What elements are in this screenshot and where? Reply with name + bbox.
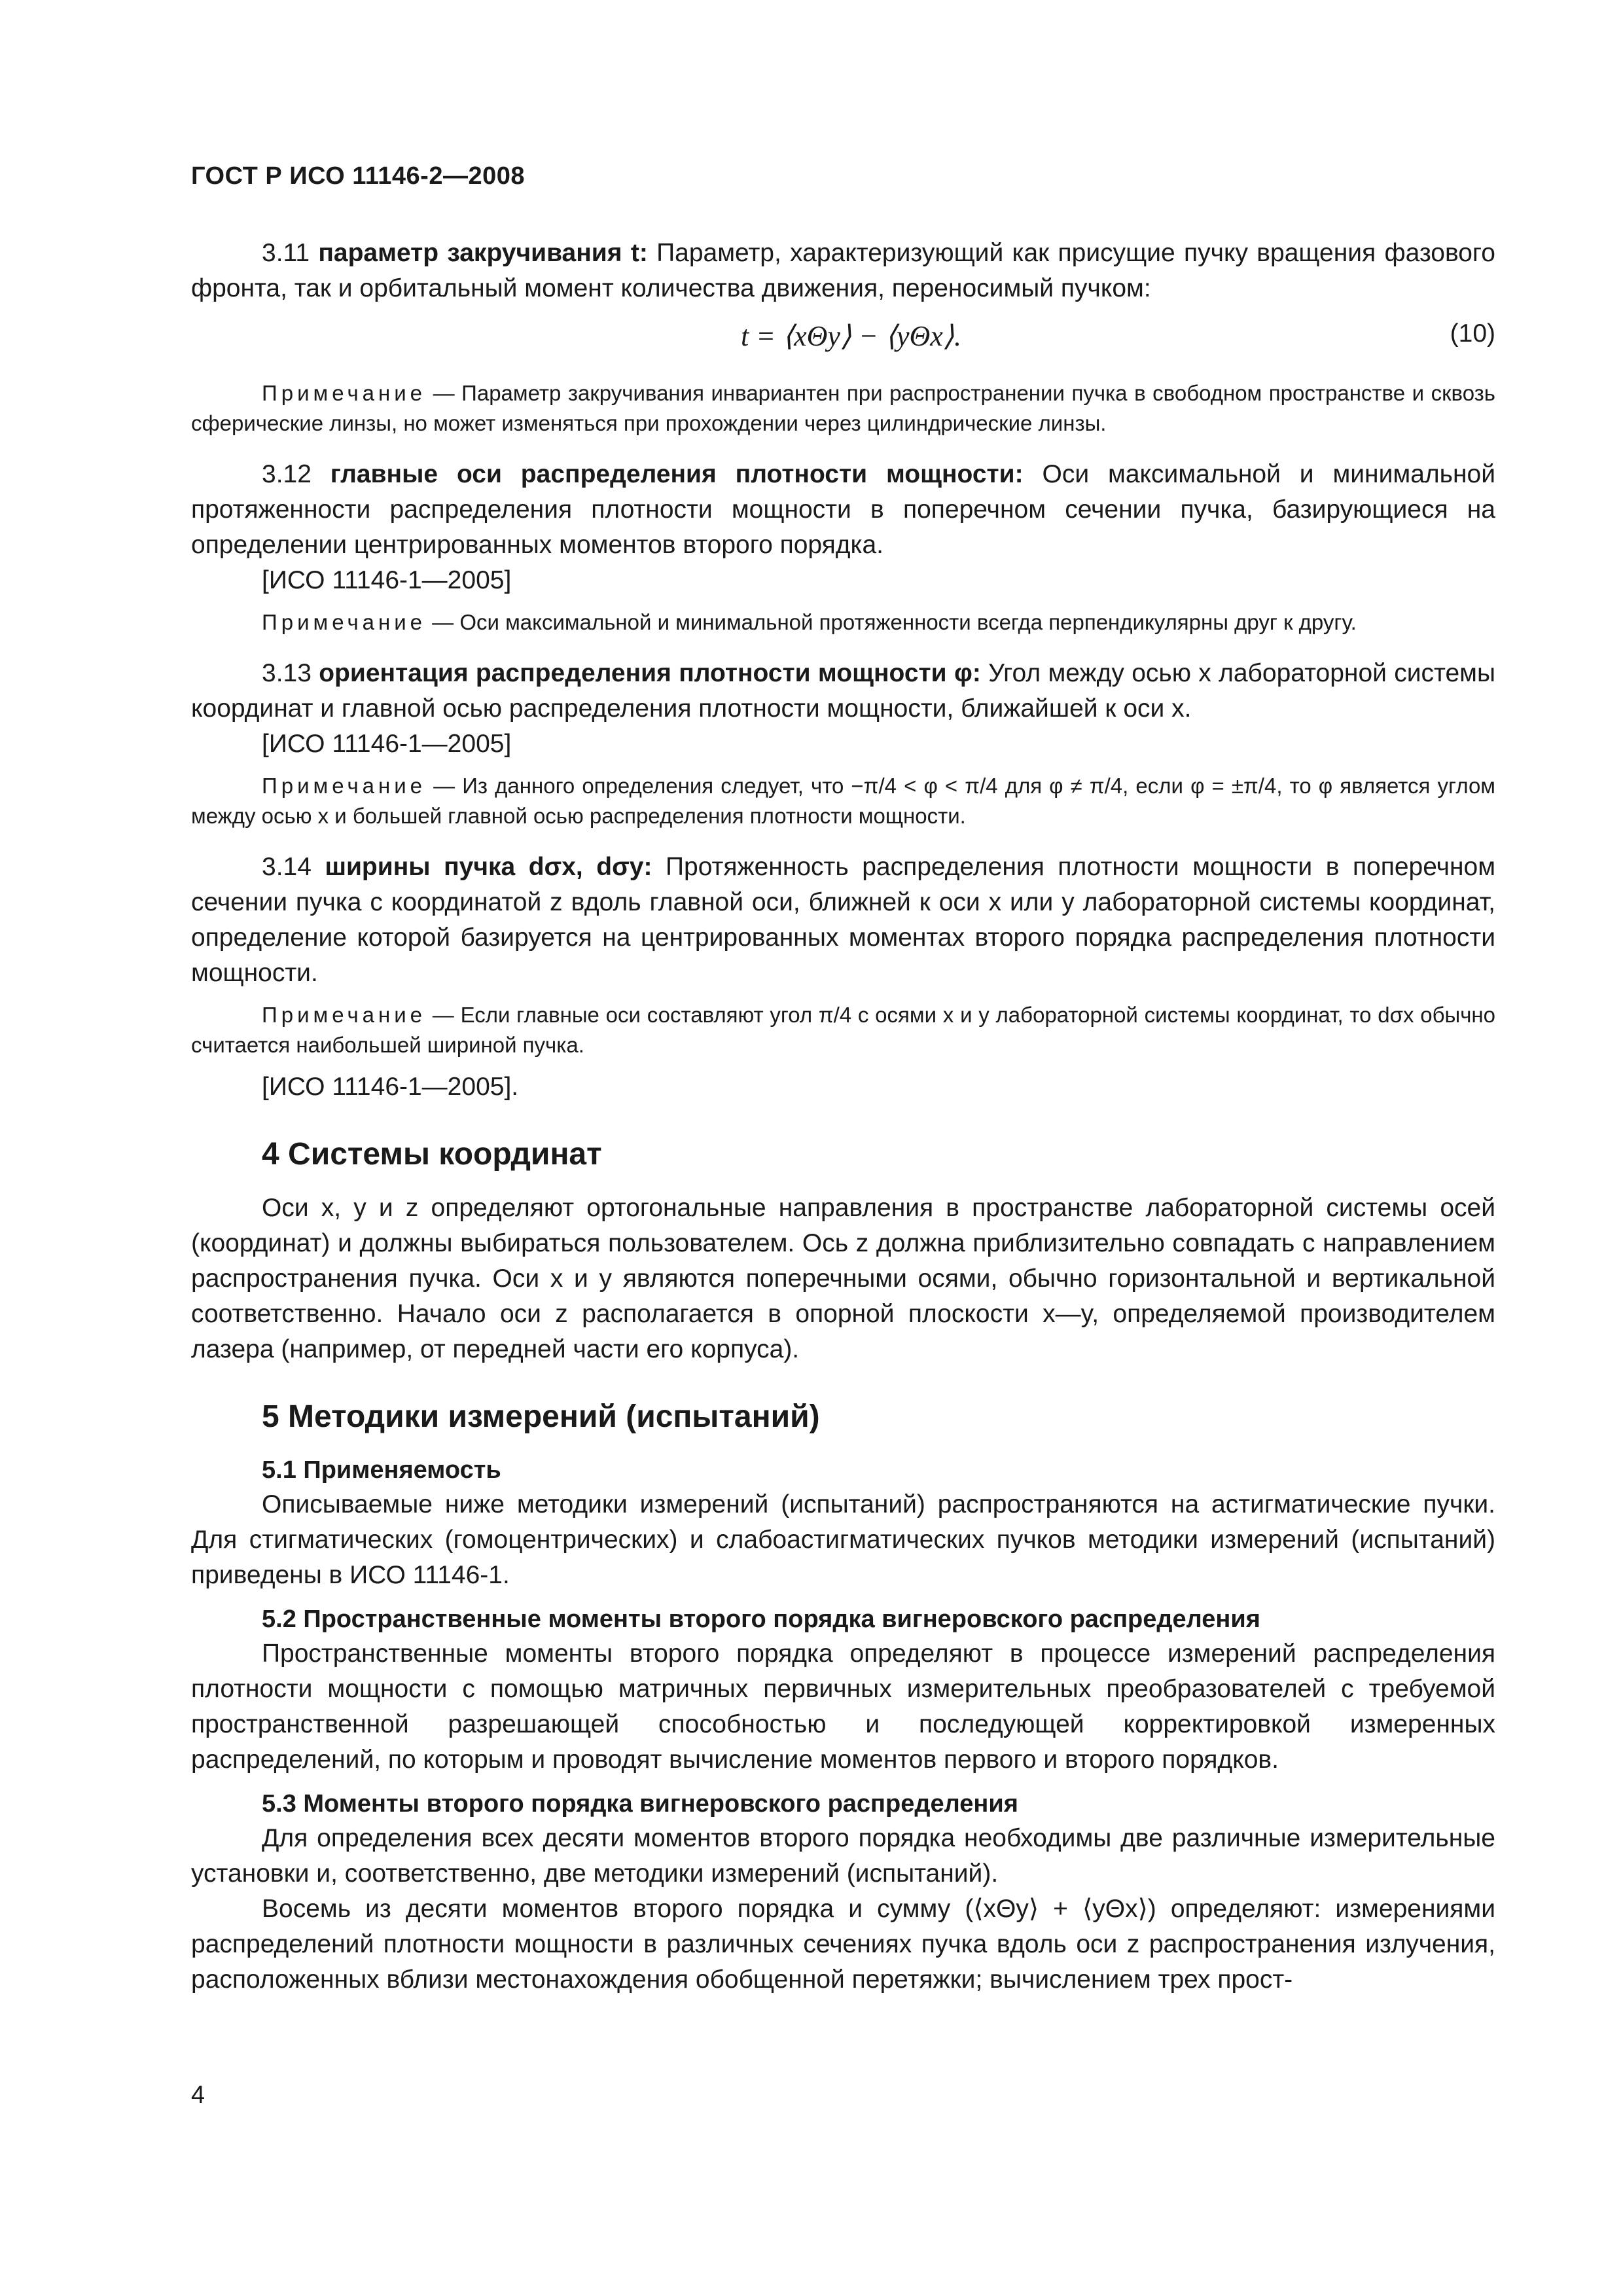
section-4-text: Оси x, y и z определяют ортогональные направления в пространстве лабораторной системы осей (координат) и должны выбираться пользователем. Ось z должна приблизительно совпадать с направлением распространения пучка. Оси x и y являются поперечными осями, обычно горизонтальной и вертикальной соответственно. Начало оси z располагается в опорной плоскости x—y, определяемой производителем лазера (например, от передней части его корпуса). xyxy=(191,1194,1495,1363)
subsection-5-3-text-2: Восемь из десяти моментов второго порядка и сумму (⟨xΘy⟩ + ⟨yΘx⟩) определяют: измерениями распределений плотности мощности в различных сечениях пучка вдоль оси z распространения излучения, расположенных вблизи местонахождения обобщенной перетяжки; вычислением трех прост- xyxy=(191,1895,1495,1994)
subsection-5-2-title: 5.2 Пространственные моменты второго порядка вигнеровского распределения xyxy=(262,1605,1260,1633)
definition-number: 3.14 xyxy=(262,853,312,881)
reference: [ИСО 11146-1—2005] xyxy=(262,566,512,594)
reference: [ИСО 11146-1—2005]. xyxy=(262,1073,519,1101)
note-text: — Оси максимальной и минимальной протяженности всегда перпендикулярны друг к другу. xyxy=(426,610,1357,634)
formula-number: (10) xyxy=(1450,319,1495,348)
formula-expression: t = ⟨xΘy⟩ − ⟨yΘx⟩. xyxy=(741,320,961,352)
definition-number: 3.11 xyxy=(262,239,310,267)
definition-3-11 xyxy=(191,236,1495,306)
note-text: — Из данного определения следует, что −π/4 < φ < π/4 для φ ≠ π/4, если φ = ±π/4, то φ является углом между осью x и большей главной осью распределения плотности мощности. xyxy=(191,774,1495,828)
definition-3-14 xyxy=(191,850,1495,991)
page-number: 4 xyxy=(191,2081,205,2109)
definition-3-12 xyxy=(191,457,1495,563)
note-3-11 xyxy=(191,378,1495,439)
definition-number: 3.13 xyxy=(262,659,312,687)
subsection-5-3-text-1: Для определения всех десяти моментов второго порядка необходимы две различные измерительные установки и, соответственно, две методики измерений (испытаний). xyxy=(191,1824,1495,1888)
definition-3-13 xyxy=(191,656,1495,726)
note-3-14 xyxy=(191,1000,1495,1060)
note-text: — Если главные оси составляют угол π/4 с осями x и y лабораторной системы координат, то dσx обычно считается наибольшей шириной пучка. xyxy=(191,1003,1495,1057)
section-4-title: 4 Системы координат xyxy=(262,1137,602,1172)
reference: [ИСО 11146-1—2005] xyxy=(262,730,512,758)
note-label: Примечание xyxy=(262,381,427,405)
note-text: — Параметр закручивания инвариантен при распространении пучка в свободном пространстве и сквозь сферические линзы, но может изменяться при прохождении через цилиндрические линзы. xyxy=(191,381,1495,435)
document-body xyxy=(191,236,1495,1998)
note-3-13 xyxy=(191,771,1495,831)
standard-header: ГОСТ Р ИСО 11146-2—2008 xyxy=(191,162,525,190)
definition-term: главные оси распределения плотности мощности: xyxy=(330,460,1024,488)
subsection-5-1-title: 5.1 Применяемость xyxy=(262,1456,501,1484)
subsection-5-3-title: 5.3 Моменты второго порядка вигнеровского распределения xyxy=(262,1790,1018,1818)
note-label: Примечание xyxy=(262,1003,427,1027)
definition-number: 3.12 xyxy=(262,460,312,488)
note-3-12 xyxy=(191,607,1495,637)
definition-term: ширины пучка dσx, dσy: xyxy=(325,853,652,881)
definition-term: параметр закручивания t: xyxy=(318,239,648,267)
definition-term: ориентация распределения плотности мощности φ: xyxy=(319,659,981,687)
subsection-5-2-text: Пространственные моменты второго порядка определяют в процессе измерений распределения плотности мощности с помощью матричных первичных измерительных преобразователей с требуемой пространственной разрешающей способностью и последующей корректировкой измеренных распределений, по которым и проводят вычисление моментов первого и второго порядков. xyxy=(191,1640,1495,1774)
section-5-title: 5 Методики измерений (испытаний) xyxy=(262,1399,820,1434)
definition-text: Параметр, характеризующий как присущие пучку вращения фазового фронта, так и орбитальный момент количества движения, переносимый пучком: xyxy=(191,239,1495,302)
note-label: Примечание xyxy=(262,774,427,798)
formula-10 xyxy=(191,315,1495,361)
subsection-5-1-text: Описываемые ниже методики измерений (испытаний) распространяются на астигматические пучки. Для стигматических (гомоцентрических) и слабоастигматических пучков методики измерений (испытаний) приведены в ИСО 11146-1. xyxy=(191,1490,1495,1589)
definition-text: Оси максимальной и минимальной протяженности распределения плотности мощности в поперечном сечении пучка, базирующиеся на определении центрированных моментов второго порядка. xyxy=(191,460,1495,559)
note-label: Примечание xyxy=(262,610,427,634)
definition-text: Угол между осью x лабораторной системы координат и главной осью распределения плотности мощности, ближайшей к оси x. xyxy=(191,659,1495,723)
definition-text: Протяженность распределения плотности мощности в поперечном сечении пучка с координатой z вдоль главной оси, ближней к оси x или y лабораторной системы координат, определение которой базируется на центрированных моментах второго порядка распределения плотности мощности. xyxy=(191,853,1496,987)
